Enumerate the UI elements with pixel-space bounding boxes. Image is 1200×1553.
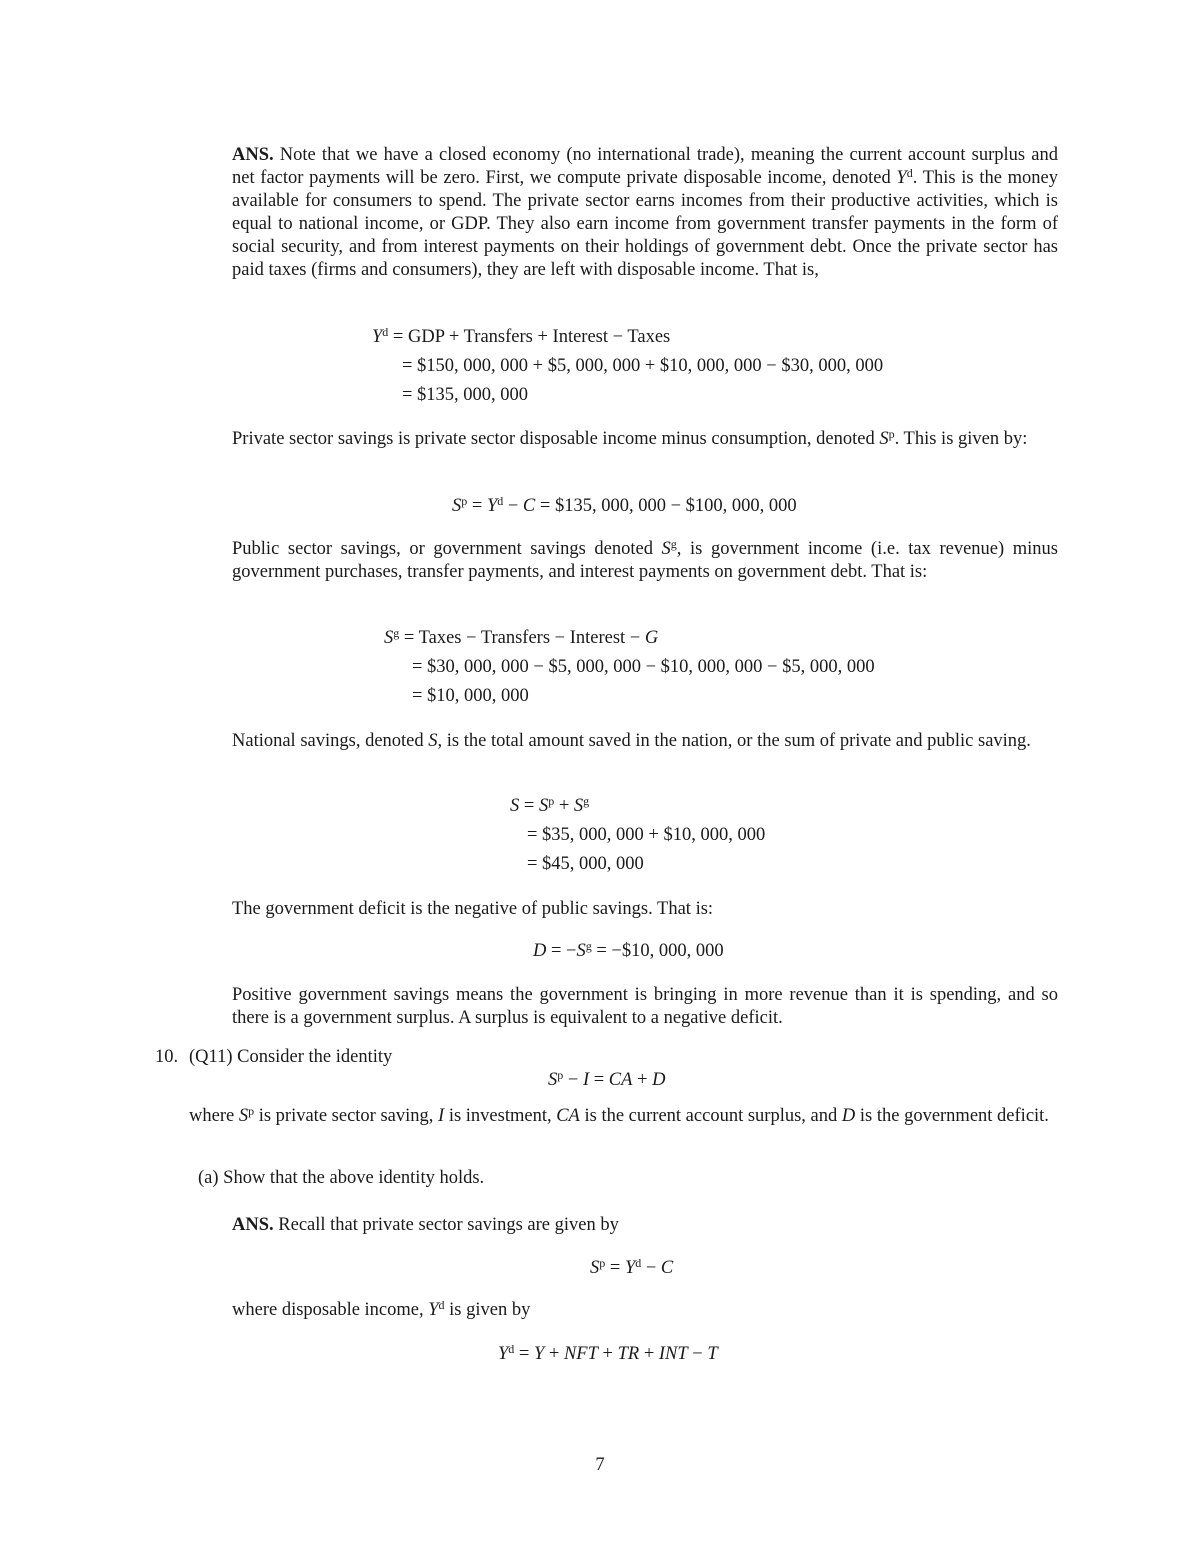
answer-paragraph-recall: ANS. Recall that private sector savings are given by	[232, 1215, 619, 1235]
equation-disposable-income-2: $Y^d = Y$ + NFT + TR + INT − T	[498, 1342, 718, 1364]
paragraph-disposable: where disposable income, $Y^d$ is given by	[232, 1298, 531, 1320]
paragraph-national-savings: National savings, denoted S, is the total amount saved in the nation, or the sum of private and public saving.	[232, 731, 1031, 751]
ans-label: ANS.	[232, 145, 274, 165]
part-a: (a) Show that the above identity holds.	[198, 1168, 485, 1188]
equation-deficit: $D = -S^g$ = −$10, 000, 000	[533, 939, 724, 961]
ans-label: ANS.	[232, 1215, 274, 1235]
paragraph-positive-savings: Positive government savings means the government is bringing in more revenue than it is spending, and so there is a government surplus. A surplus is equivalent to a negative deficit.	[232, 985, 1058, 1028]
equation-private-savings-2: $S^p = Y^d - C$	[590, 1256, 674, 1278]
equation-private-savings: $S^p = Y^d - C$ = $135, 000, 000 − $100, 000, 000	[452, 494, 797, 516]
paragraph-where: where $S^p$ is private sector saving, I is investment, CA is the current account surplus, and D is the government deficit.	[189, 1104, 1049, 1126]
page-number: 7	[595, 1455, 605, 1475]
equation-disposable-income: $Y^d$ = GDP + Transfers + Interest − Taxes = $150, 000, 000 + $5, 000, 000 + $10, 000, 000 − $30, 000, 000 = $135, 000, 000	[372, 325, 884, 405]
paragraph-public-savings: Public sector savings, or government savings denoted $S^g$, is government income (i.e. tax revenue) minus government purchases, transfer payments, and interest payments on government debt. That is:	[232, 537, 1058, 582]
equation-identity: $S^p - I$ = CA + D	[548, 1068, 666, 1090]
answer-paragraph-intro: ANS. Note that we have a closed economy (no international trade), meaning the current account surplus and net factor payments will be zero. First, we compute private disposable income, denoted $Y^d$. This is the money available for consumers to spend. The private sector earns incomes from their productive activities, which is equal to national income, or GDP. They also earn income from government transfer payments in the form of social security, and from interest payments on their holdings of government debt. Once the private sector has paid taxes (firms and consumers), they are left with disposable income. That is,	[232, 145, 1058, 280]
paragraph-private-savings: Private sector savings is private sector disposable income minus consumption, denoted $S^p$. This is given by:	[232, 427, 1028, 449]
paragraph-deficit: The government deficit is the negative of public savings. That is:	[232, 899, 714, 919]
equation-national-savings: $S = S^p + S^g$ = $35, 000, 000 + $10, 000, 000 = $45, 000, 000	[510, 794, 766, 874]
equation-public-savings: $S^g$ = Taxes − Transfers − Interest − G = $30, 000, 000 − $5, 000, 000 − $10, 000, 000 − $5, 000, 000 = $10, 000, 000	[384, 626, 875, 706]
question-number: 10.	[155, 1047, 179, 1067]
question-text: (Q11) Consider the identity	[189, 1047, 393, 1067]
